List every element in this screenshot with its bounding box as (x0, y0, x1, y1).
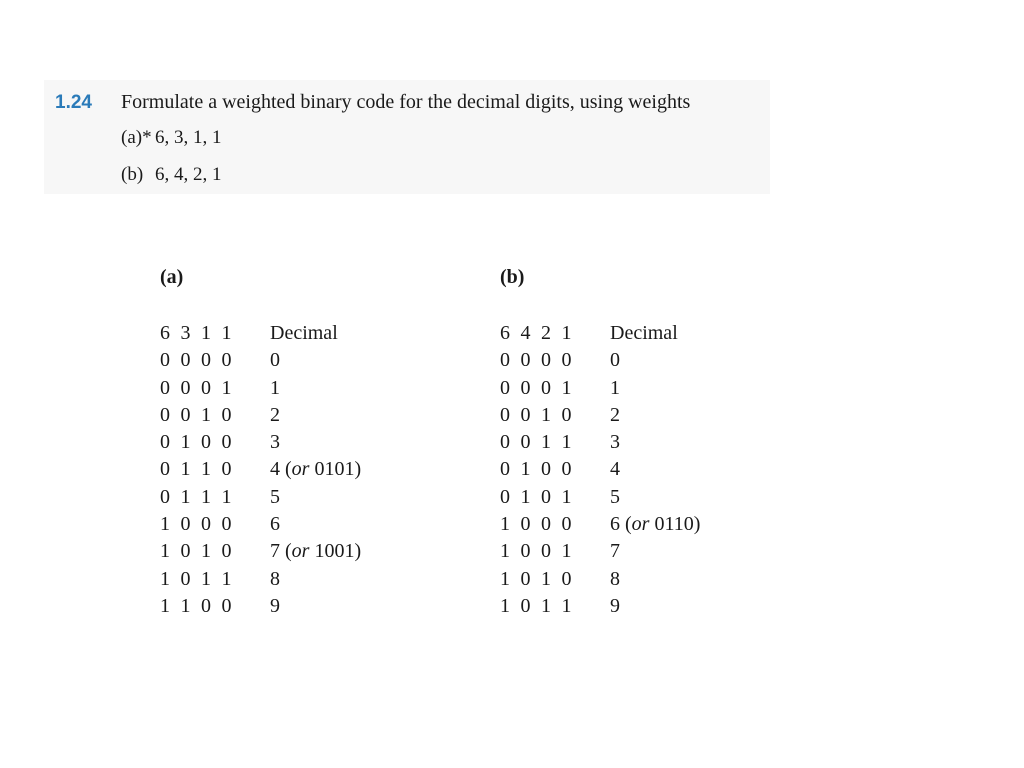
decimal-value: 7 (270, 540, 280, 563)
code-bits (500, 456, 608, 483)
bit-cell: 0 (541, 458, 551, 481)
code-bits (500, 429, 608, 456)
bit-cell: 0 (201, 594, 211, 617)
table-header-row (500, 320, 700, 347)
decimal-value: 3 (610, 431, 620, 454)
bit-cell: 0 (180, 403, 191, 426)
table-row (160, 511, 361, 538)
bit-cell: 1 (520, 485, 531, 508)
decimal-value: 9 (270, 594, 280, 617)
bit-cell: 0 (520, 376, 531, 399)
bit-cell: 0 (221, 513, 232, 536)
table-row (500, 593, 700, 620)
table-header-row (160, 320, 361, 347)
code-bits (500, 538, 608, 565)
decimal-value: 4 (610, 458, 620, 481)
bit-cell: 0 (520, 349, 531, 372)
table-row (160, 593, 361, 620)
code-bits (160, 402, 268, 429)
code-bits (160, 456, 268, 483)
bit-cell: 1 (201, 485, 211, 508)
table-row (500, 375, 700, 402)
or-word: or (631, 513, 650, 536)
alternate-code-note: (or 0101) (280, 458, 362, 481)
solution-b-rows (500, 347, 700, 620)
table-row (500, 484, 700, 511)
bit-cell: 1 (180, 485, 191, 508)
bit-cell: 0 (541, 485, 551, 508)
bit-cell: 1 (201, 567, 211, 590)
table-row (160, 402, 361, 429)
decimal-cell (268, 375, 280, 402)
code-bits (500, 402, 608, 429)
decimal-cell (608, 375, 620, 402)
bit-cell: 0 (221, 403, 232, 426)
bit-cell: 0 (201, 513, 211, 536)
code-bits (160, 538, 268, 565)
code-bits (160, 347, 268, 374)
decimal-value: 9 (610, 594, 620, 617)
decimal-header: Decimal (610, 322, 678, 344)
table-row (500, 566, 700, 593)
code-bits (160, 429, 268, 456)
alternate-code-note: (or 1001) (280, 540, 362, 563)
bit-cell: 1 (160, 540, 170, 563)
bit-cell: 0 (500, 376, 510, 399)
code-bits (500, 347, 608, 374)
bit-cell: 1 (561, 485, 572, 508)
table-row (160, 484, 361, 511)
code-bits (500, 484, 608, 511)
bit-cell: 0 (221, 540, 232, 563)
bit-cell: 1 (500, 594, 510, 617)
code-bits (500, 566, 608, 593)
code-bits (160, 593, 268, 620)
bit-cell: 1 (561, 594, 572, 617)
decimal-cell (608, 402, 620, 429)
bit-cell: 1 (221, 567, 232, 590)
table-row (160, 429, 361, 456)
solution-a-table (160, 320, 361, 620)
bit-cell: 1 (561, 376, 572, 399)
bit-cell: 0 (160, 431, 170, 454)
decimal-cell (268, 484, 280, 511)
decimal-cell (268, 566, 280, 593)
problem-box (44, 80, 770, 194)
decimal-cell (268, 429, 280, 456)
bit-cell: 0 (541, 349, 551, 372)
decimal-cell (268, 593, 280, 620)
bit-cell: 0 (520, 431, 531, 454)
code-bits (500, 511, 608, 538)
decimal-cell (608, 484, 620, 511)
bit-cell: 0 (180, 540, 191, 563)
code-bits (500, 593, 608, 620)
bit-cell: 1 (541, 431, 551, 454)
weights-header (160, 320, 268, 347)
bit-cell: 0 (221, 458, 232, 481)
bit-cell: 0 (180, 513, 191, 536)
bit-cell: 1 (541, 567, 551, 590)
problem-part-b (121, 164, 222, 186)
bit-cell: 0 (520, 540, 531, 563)
part-b-label: (b) (121, 164, 144, 185)
bit-cell: 0 (180, 349, 191, 372)
bit-cell: 0 (160, 376, 170, 399)
bit-cell: 0 (561, 513, 572, 536)
bit-cell: 0 (561, 567, 572, 590)
solution-b (500, 264, 700, 620)
bit-cell: 1 (180, 458, 191, 481)
solution-a-title: (a) (160, 266, 184, 288)
bit-cell: 1 (561, 540, 572, 563)
weight: 1 (561, 322, 572, 344)
decimal-cell (268, 347, 280, 374)
bit-cell: 0 (500, 485, 510, 508)
solution-a (160, 264, 361, 620)
decimal-cell (268, 402, 280, 429)
bit-cell: 0 (160, 403, 170, 426)
alternate-code: 0110 (654, 513, 694, 536)
weight: 2 (541, 322, 551, 344)
bit-cell: 0 (561, 403, 572, 426)
bit-cell: 0 (541, 540, 551, 563)
bit-cell: 0 (541, 513, 551, 536)
decimal-value: 6 (270, 513, 280, 536)
weight: 6 (500, 322, 510, 344)
decimal-value: 1 (610, 376, 620, 399)
decimal-header: Decimal (270, 322, 338, 344)
or-word: or (291, 458, 310, 481)
solution-a-rows (160, 347, 361, 620)
bit-cell: 0 (201, 349, 211, 372)
decimal-value: 2 (610, 403, 620, 426)
table-row (500, 402, 700, 429)
code-bits (160, 566, 268, 593)
bit-cell: 1 (561, 431, 572, 454)
bit-cell: 1 (541, 594, 551, 617)
weight: 1 (221, 322, 232, 344)
weights-header (500, 320, 608, 347)
bit-cell: 0 (201, 376, 211, 399)
table-row (500, 511, 700, 538)
bit-cell: 0 (160, 349, 170, 372)
bit-cell: 0 (180, 567, 191, 590)
bit-cell: 0 (520, 513, 531, 536)
decimal-value: 4 (270, 458, 280, 481)
bit-cell: 1 (201, 540, 211, 563)
bit-cell: 1 (221, 485, 232, 508)
decimal-value: 8 (270, 567, 280, 590)
table-row (500, 347, 700, 374)
code-bits (160, 484, 268, 511)
decimal-cell (608, 538, 620, 565)
decimal-value: 5 (610, 485, 620, 508)
table-row (500, 429, 700, 456)
alternate-code-note: (or 0110) (620, 513, 701, 536)
decimal-cell (608, 347, 620, 374)
bit-cell: 0 (541, 376, 551, 399)
code-bits (160, 375, 268, 402)
bit-cell: 1 (160, 567, 170, 590)
bit-cell: 1 (500, 540, 510, 563)
alternate-code: 0101 (314, 458, 355, 481)
bit-cell: 1 (160, 594, 170, 617)
bit-cell: 0 (500, 458, 510, 481)
bit-cell: 1 (160, 513, 170, 536)
decimal-value: 2 (270, 403, 280, 426)
bit-cell: 0 (500, 431, 510, 454)
decimal-value: 5 (270, 485, 280, 508)
table-row (160, 566, 361, 593)
bit-cell: 0 (561, 349, 572, 372)
bit-cell: 1 (201, 458, 211, 481)
bit-cell: 1 (500, 567, 510, 590)
weight: 6 (160, 322, 170, 344)
code-bits (160, 511, 268, 538)
solution-b-table (500, 320, 700, 620)
decimal-value: 1 (270, 376, 280, 399)
decimal-value: 0 (270, 349, 280, 372)
decimal-cell (268, 538, 361, 565)
or-word: or (291, 540, 310, 563)
decimal-value: 0 (610, 349, 620, 372)
solution-b-title: (b) (500, 266, 525, 288)
bit-cell: 0 (500, 403, 510, 426)
problem-number: 1.24 (55, 92, 92, 113)
bit-cell: 1 (180, 594, 191, 617)
code-bits (500, 375, 608, 402)
bit-cell: 1 (500, 513, 510, 536)
table-row (160, 456, 361, 483)
decimal-value: 8 (610, 567, 620, 590)
table-row (160, 347, 361, 374)
decimal-cell (608, 566, 620, 593)
problem-part-a (121, 127, 222, 149)
decimal-value: 7 (610, 540, 620, 563)
part-a-weights: 6, 3, 1, 1 (155, 127, 222, 148)
bit-cell: 1 (201, 403, 211, 426)
table-row (160, 538, 361, 565)
bit-cell: 0 (221, 594, 232, 617)
decimal-value: 3 (270, 431, 280, 454)
bit-cell: 1 (520, 458, 531, 481)
bit-cell: 0 (160, 485, 170, 508)
weight: 4 (520, 322, 531, 344)
weight: 1 (201, 322, 211, 344)
table-row (500, 538, 700, 565)
bit-cell: 0 (221, 431, 232, 454)
alternate-code: 1001 (314, 540, 355, 563)
bit-cell: 0 (520, 567, 531, 590)
decimal-cell (608, 511, 700, 538)
decimal-cell (608, 456, 620, 483)
decimal-cell (268, 456, 361, 483)
part-b-weights: 6, 4, 2, 1 (155, 164, 222, 185)
bit-cell: 0 (180, 376, 191, 399)
bit-cell: 1 (221, 376, 232, 399)
decimal-cell (608, 593, 620, 620)
problem-statement: Formulate a weighted binary code for the decimal digits, using weights (121, 91, 691, 113)
bit-cell: 0 (160, 458, 170, 481)
bit-cell: 0 (201, 431, 211, 454)
part-a-label: (a)* (121, 127, 152, 148)
bit-cell: 0 (520, 403, 531, 426)
decimal-value: 6 (610, 513, 620, 536)
weight: 3 (180, 322, 191, 344)
decimal-cell (268, 511, 280, 538)
bit-cell: 0 (500, 349, 510, 372)
bit-cell: 0 (561, 458, 572, 481)
bit-cell: 0 (520, 594, 531, 617)
bit-cell: 0 (221, 349, 232, 372)
decimal-cell (608, 429, 620, 456)
bit-cell: 1 (541, 403, 551, 426)
bit-cell: 1 (180, 431, 191, 454)
table-row (160, 375, 361, 402)
table-row (500, 456, 700, 483)
